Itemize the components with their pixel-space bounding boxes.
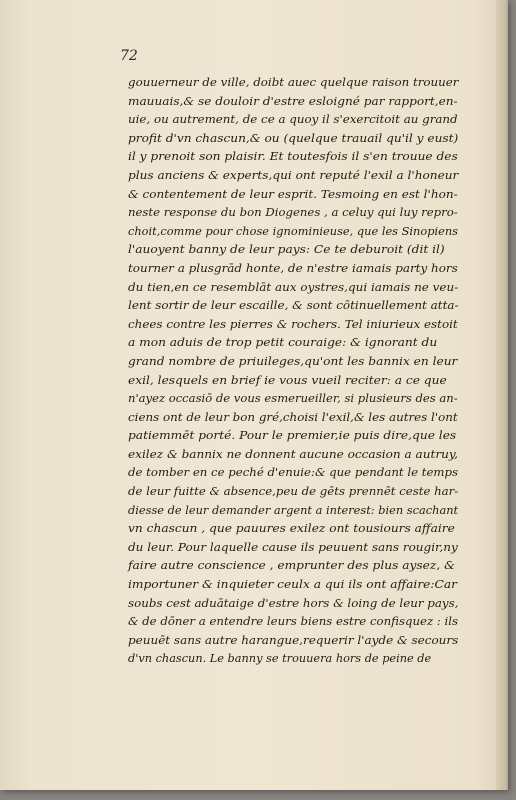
text-line: choit,comme pour chose ignominieuse, que les Sinopiens [128, 224, 458, 238]
text-line: de leur fuitte & absence,peu de gēts prennēt ceste har- [128, 485, 459, 499]
text-line: tourner a plusgrād honte, de n'estre iamais party hors [128, 261, 458, 275]
text-line: exil, lesquels en brief ie vous vueil reciter: a ce que [128, 373, 447, 387]
text-line: plus anciens & experts,qui ont reputé l'exil a l'honeur [128, 168, 459, 182]
text-line: gouuerneur de ville, doibt auec quelque raison trouuer [128, 76, 459, 89]
text-line: importuner & inquieter ceulx a qui ils ont affaire:Car [128, 578, 457, 592]
text-line: patiemmēt porté. Pour le premier,ie puis dire,que les [128, 429, 457, 443]
text-line: uie, ou autrement, de ce a quoy il s'exercitoit au grand [128, 113, 458, 127]
text-line: lent sortir de leur escaille, & sont cōtinuellement atta- [128, 299, 459, 313]
text-line: d'vn chascun. Le banny se trouuera hors de peine de [128, 652, 432, 666]
text-line: vn chascun , que pauures exilez ont tousiours affaire [128, 522, 455, 536]
text-line: l'auoyent banny de leur pays: Ce te deburoit (dit il) [128, 243, 445, 257]
text-line: diesse de leur demander argent a interest: bien scachant [128, 503, 459, 517]
text-line: du tien,en ce resemblāt aux oystres,qui iamais ne veu- [128, 280, 459, 294]
text-line: faire autre conscience , emprunter des plus aysez, & [128, 559, 455, 573]
text-line: peuuēt sans autre harangue,requerir l'ayde & secours [128, 633, 459, 647]
page-number: 72 [120, 48, 138, 64]
text-line: mauuais,& se douloir d'estre esloigné par rapport,en- [128, 94, 458, 108]
text-line: & contentement de leur esprit. Tesmoing en est l'hon- [128, 187, 458, 201]
text-line: il y prenoit son plaisir. Et toutesfois il s'en trouue des [128, 150, 458, 164]
text-line: exilez & bannix ne donnent aucune occasion a autruy, [128, 447, 458, 461]
text-line: n'ayez occasiō de vous esmerueiller, si plusieurs des an- [128, 392, 458, 406]
text-line: neste response du bon Diogenes , a celuy qui luy repro- [128, 206, 458, 220]
page-spine-edge [496, 0, 506, 790]
text-line: du leur. Pour laquelle cause ils peuuent sans rougir,ny [128, 540, 458, 554]
text-line: ciens ont de leur bon gré,choisi l'exil,& les autres l'ont [128, 410, 458, 424]
text-line: a mon aduis de trop petit couraige: & ignorant du [128, 336, 438, 350]
body-text [128, 74, 458, 669]
text-line: de tomber en ce peché d'enuie:& que pendant le temps [128, 466, 459, 480]
text-line: profit d'vn chascun,& ou (quelque trauail qu'il y eust) [128, 131, 459, 145]
text-line: & de dōner a entendre leurs biens estre confisquez : ils [128, 615, 459, 629]
text-line: soubs cest aduātaige d'estre hors & loing de leur pays, [128, 596, 459, 610]
text-line: grand nombre de priuileges,qu'ont les bannix en leur [128, 354, 458, 368]
text-line: chees contre les pierres & rochers. Tel iniurieux estoit [128, 317, 458, 331]
